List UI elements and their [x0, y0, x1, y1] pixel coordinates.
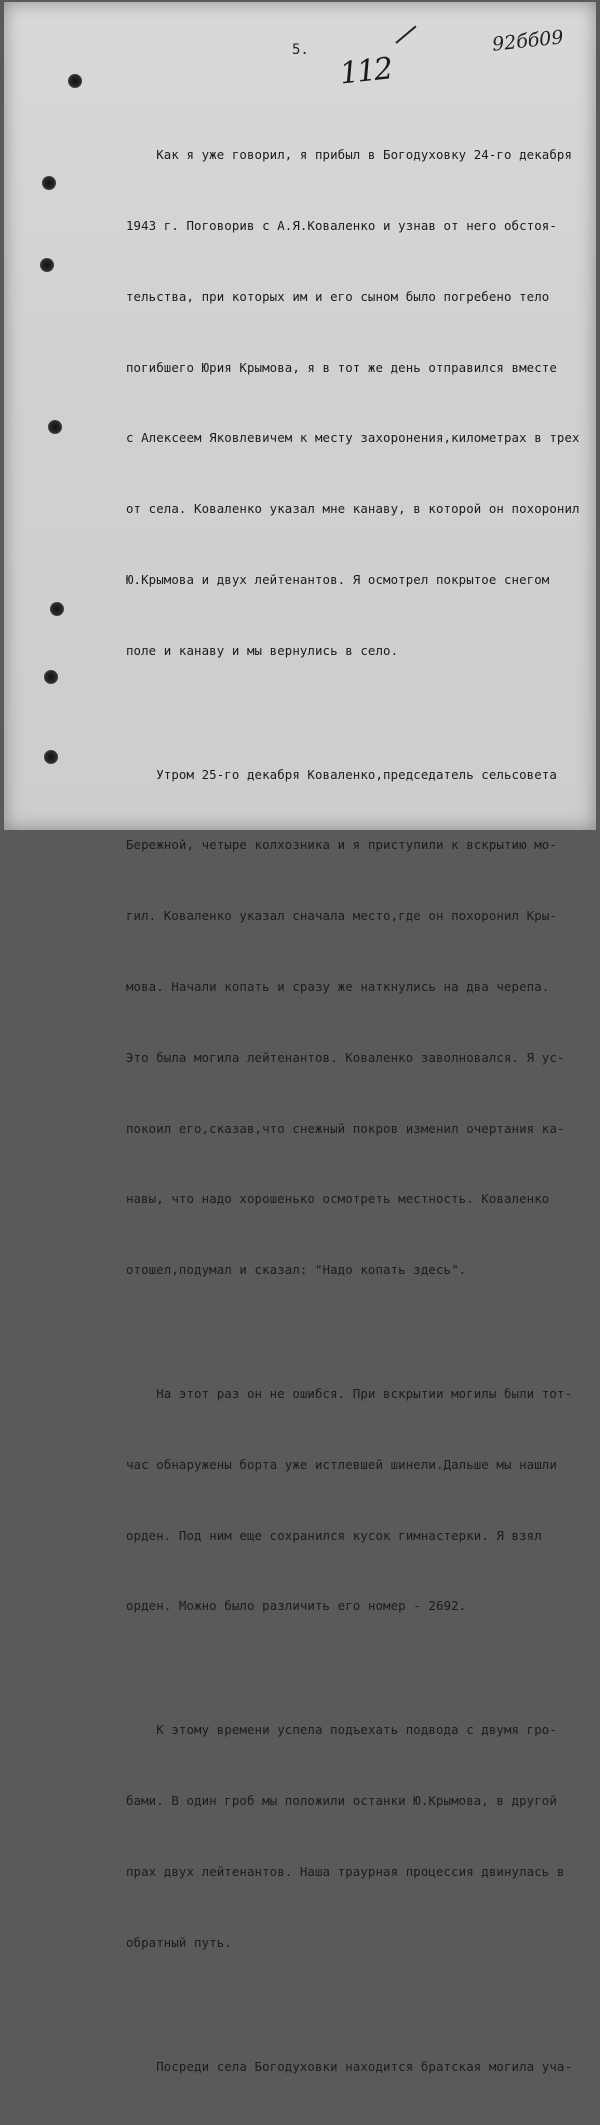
text-line: На этот раз он не ошибся. При вскрытии могилы были тот-	[126, 1386, 573, 1402]
text-line: навы, что надо хорошенько осмотреть местность. Коваленко	[126, 1191, 550, 1207]
punch-hole	[42, 176, 56, 190]
text-line: прах двух лейтенантов. Наша траурная процессия двинулась в	[126, 1863, 565, 1879]
text-line: поле и канаву и мы вернулись в село.	[126, 642, 399, 658]
punch-hole	[68, 74, 82, 88]
text-line: с Алексеем Яковлевичем к месту захоронения,километрах в трех	[126, 430, 580, 446]
text-line: отошел,подумал и сказал: "Надо копать здесь".	[126, 1262, 467, 1278]
text-line: Как я уже говорил, я прибыл в Богодуховку 24-го декабря	[126, 147, 573, 163]
text-line: тельства, при которых им и его сыном было погребено тело	[126, 288, 550, 304]
document-page	[4, 2, 596, 2074]
punch-hole	[50, 602, 64, 616]
text-line: погибшего Юрия Крымова, я в тот же день отправился вместе	[126, 359, 557, 375]
punch-hole	[40, 258, 54, 272]
page-number: 5.	[292, 42, 309, 58]
text-line: Бережной, четыре колхозника и я приступили к вскрытию мо-	[126, 837, 557, 853]
text-line: Это была могила лейтенантов. Коваленко заволновался. Я ус-	[126, 1049, 565, 1065]
text-line: гил. Коваленко указал сначала место,где он похоронил Кры-	[126, 908, 557, 924]
punch-hole	[44, 670, 58, 684]
handwritten-page-number: 112	[338, 51, 393, 92]
text-line: Ю.Крымова и двух лейтенантов. Я осмотрел покрытое снегом	[126, 571, 550, 587]
text-line: покоил его,сказав,что снежный покров изменил очертания ка-	[126, 1120, 565, 1136]
text-line: бами. В один гроб мы положили останки Ю.Крымова, в другой	[126, 1793, 557, 1809]
text-line: от села. Коваленко указал мне канаву, в которой он похоронил	[126, 501, 580, 517]
text-line: орден. Можно было различить его номер - 2692.	[126, 1598, 467, 1614]
text-line: Посреди села Богодуховки находится братская могила уча-	[126, 2058, 573, 2074]
text-line: обратный путь.	[126, 1934, 232, 1950]
handwritten-mark	[395, 26, 416, 44]
body-text	[126, 96, 598, 2125]
text-line: К этому времени успела подъехать подвода с двумя гро-	[126, 1722, 557, 1738]
text-line: орден. Под ним еще сохранился кусок гимнастерки. Я взял	[126, 1527, 542, 1543]
archive-code: 92бб09	[491, 26, 565, 56]
punch-hole	[44, 750, 58, 764]
text-line: Утром 25-го декабря Коваленко,председатель сельсовета	[126, 766, 557, 782]
text-line: мова. Начали копать и сразу же наткнулись на два черепа.	[126, 978, 550, 994]
text-line: час обнаружены борта уже истлевшей шинели.Дальше мы нашли	[126, 1456, 557, 1472]
punch-hole	[48, 420, 62, 434]
text-line: 1943 г. Поговорив с А.Я.Коваленко и узнав от него обстоя-	[126, 217, 557, 233]
